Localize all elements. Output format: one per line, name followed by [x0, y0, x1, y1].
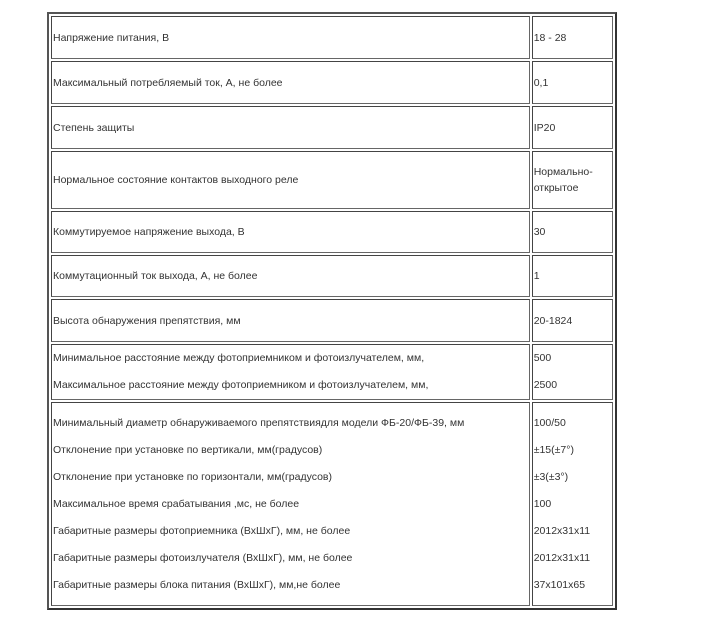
value-cell: 1 — [532, 255, 613, 297]
parameter-cell: Коммутируемое напряжение выхода, В — [51, 211, 530, 253]
table-row — [51, 255, 613, 297]
specifications-table — [47, 12, 617, 610]
value-line: Нормально- — [533, 166, 593, 178]
table-row — [51, 151, 613, 209]
value-line: 2012x31x11 — [533, 551, 591, 564]
value-line: 37x101x65 — [533, 578, 586, 591]
parameter-line: Максимальное расстояние между фотоприемником и фотоизлучателем, мм, — [53, 379, 429, 391]
parameter-cell: Степень защиты — [51, 106, 530, 149]
parameter-cell: Напряжение питания, В — [51, 16, 530, 59]
table-row — [51, 211, 613, 253]
parameter-line: Максимальное время срабатывания ,мс, не более — [53, 497, 300, 510]
parameter-cell: Нормальное состояние контактов выходного реле — [51, 151, 530, 209]
value-line: 2500 — [533, 379, 558, 391]
parameter-line: Габаритные размеры фотоприемника (ВхШхГ), мм, не более — [53, 524, 351, 537]
value-cell — [532, 402, 613, 606]
parameter-line: Габаритные размеры фотоизлучателя (ВхШхГ), мм, не более — [53, 551, 353, 564]
value-line: 100 — [533, 497, 552, 510]
parameter-cell — [51, 402, 530, 606]
value-cell — [532, 151, 613, 209]
parameter-line: Минимальное расстояние между фотоприемником и фотоизлучателем, мм, — [53, 352, 425, 364]
table-row — [51, 16, 613, 59]
parameter-cell: Высота обнаружения препятствия, мм — [51, 299, 530, 342]
parameter-cell: Коммутационный ток выхода, А, не более — [51, 255, 530, 297]
value-line: ±15(±7°) — [533, 443, 574, 456]
value-cell: 0,1 — [532, 61, 613, 104]
parameter-cell — [51, 344, 530, 400]
parameter-cell: Максимальный потребляемый ток, А, не более — [51, 61, 530, 104]
value-line: 500 — [533, 352, 552, 364]
value-cell: 18 - 28 — [532, 16, 613, 59]
value-cell — [532, 344, 613, 400]
table-row — [51, 344, 613, 400]
parameter-line: Минимальный диаметр обнаруживаемого препятствиядля модели ФБ-20/ФБ-39, мм — [53, 416, 465, 429]
value-line: 2012x31x11 — [533, 524, 591, 537]
value-cell: 30 — [532, 211, 613, 253]
value-line: 100/50 — [533, 416, 566, 429]
parameter-line: Отклонение при установке по вертикали, мм(градусов) — [53, 443, 323, 456]
value-cell: IP20 — [532, 106, 613, 149]
table-row — [51, 299, 613, 342]
parameter-line: Габаритные размеры блока питания (ВхШхГ), мм,не более — [53, 578, 341, 591]
parameter-line: Отклонение при установке по горизонтали, мм(градусов) — [53, 470, 332, 483]
table-row — [51, 61, 613, 104]
value-cell: 20-1824 — [532, 299, 613, 342]
table-row — [51, 106, 613, 149]
value-line: ±3(±3°) — [533, 470, 569, 483]
table-row — [51, 402, 613, 606]
value-line: открытое — [533, 182, 579, 194]
